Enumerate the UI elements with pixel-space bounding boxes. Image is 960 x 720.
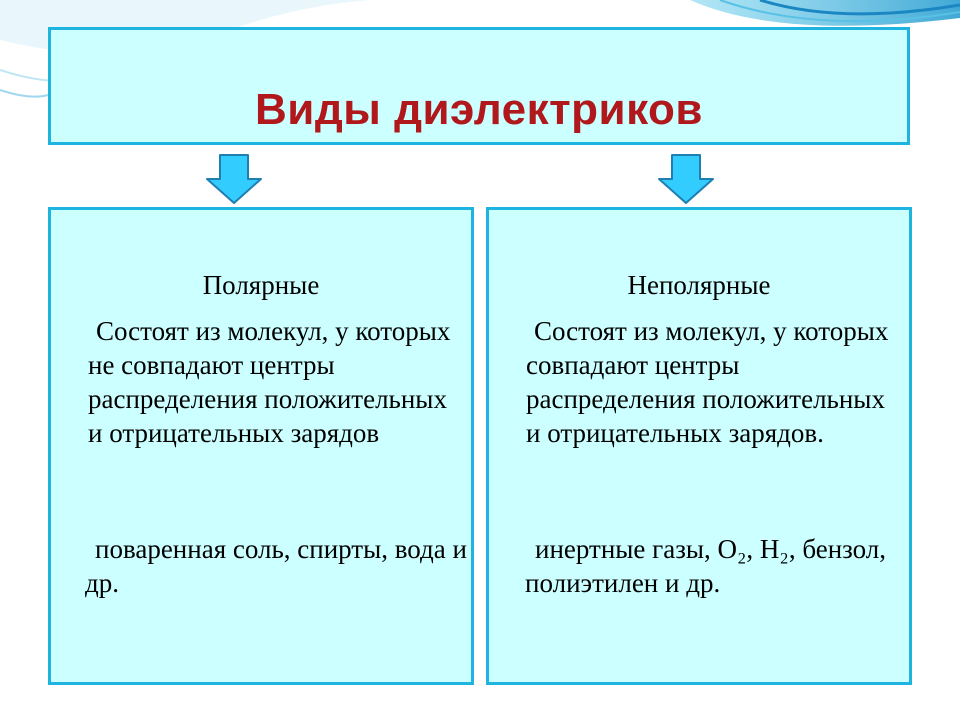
- nonpolar-heading: Неполярные: [627, 270, 771, 300]
- polar-heading: Полярные: [202, 270, 320, 300]
- polar-examples: поваренная соль, спирты, вода и др.: [85, 534, 467, 598]
- slide-title: Виды диэлектриков: [255, 85, 703, 134]
- title-box: [48, 27, 910, 145]
- down-arrow-icon: [656, 153, 716, 205]
- down-arrow-icon: [204, 153, 264, 205]
- polar-card: [48, 207, 474, 685]
- nonpolar-card: [486, 207, 912, 685]
- polar-description: Состоят из молекул, у которых не совпадают центры распределения положительных и отрицательных зарядов: [88, 316, 451, 448]
- nonpolar-examples: инертные газы, О₂, Н₂, бензол, полиэтилен и др.: [525, 534, 887, 598]
- nonpolar-description: Состоят из молекул, у которых совпадают центры распределения положительных и отрицательных зарядов.: [526, 316, 889, 448]
